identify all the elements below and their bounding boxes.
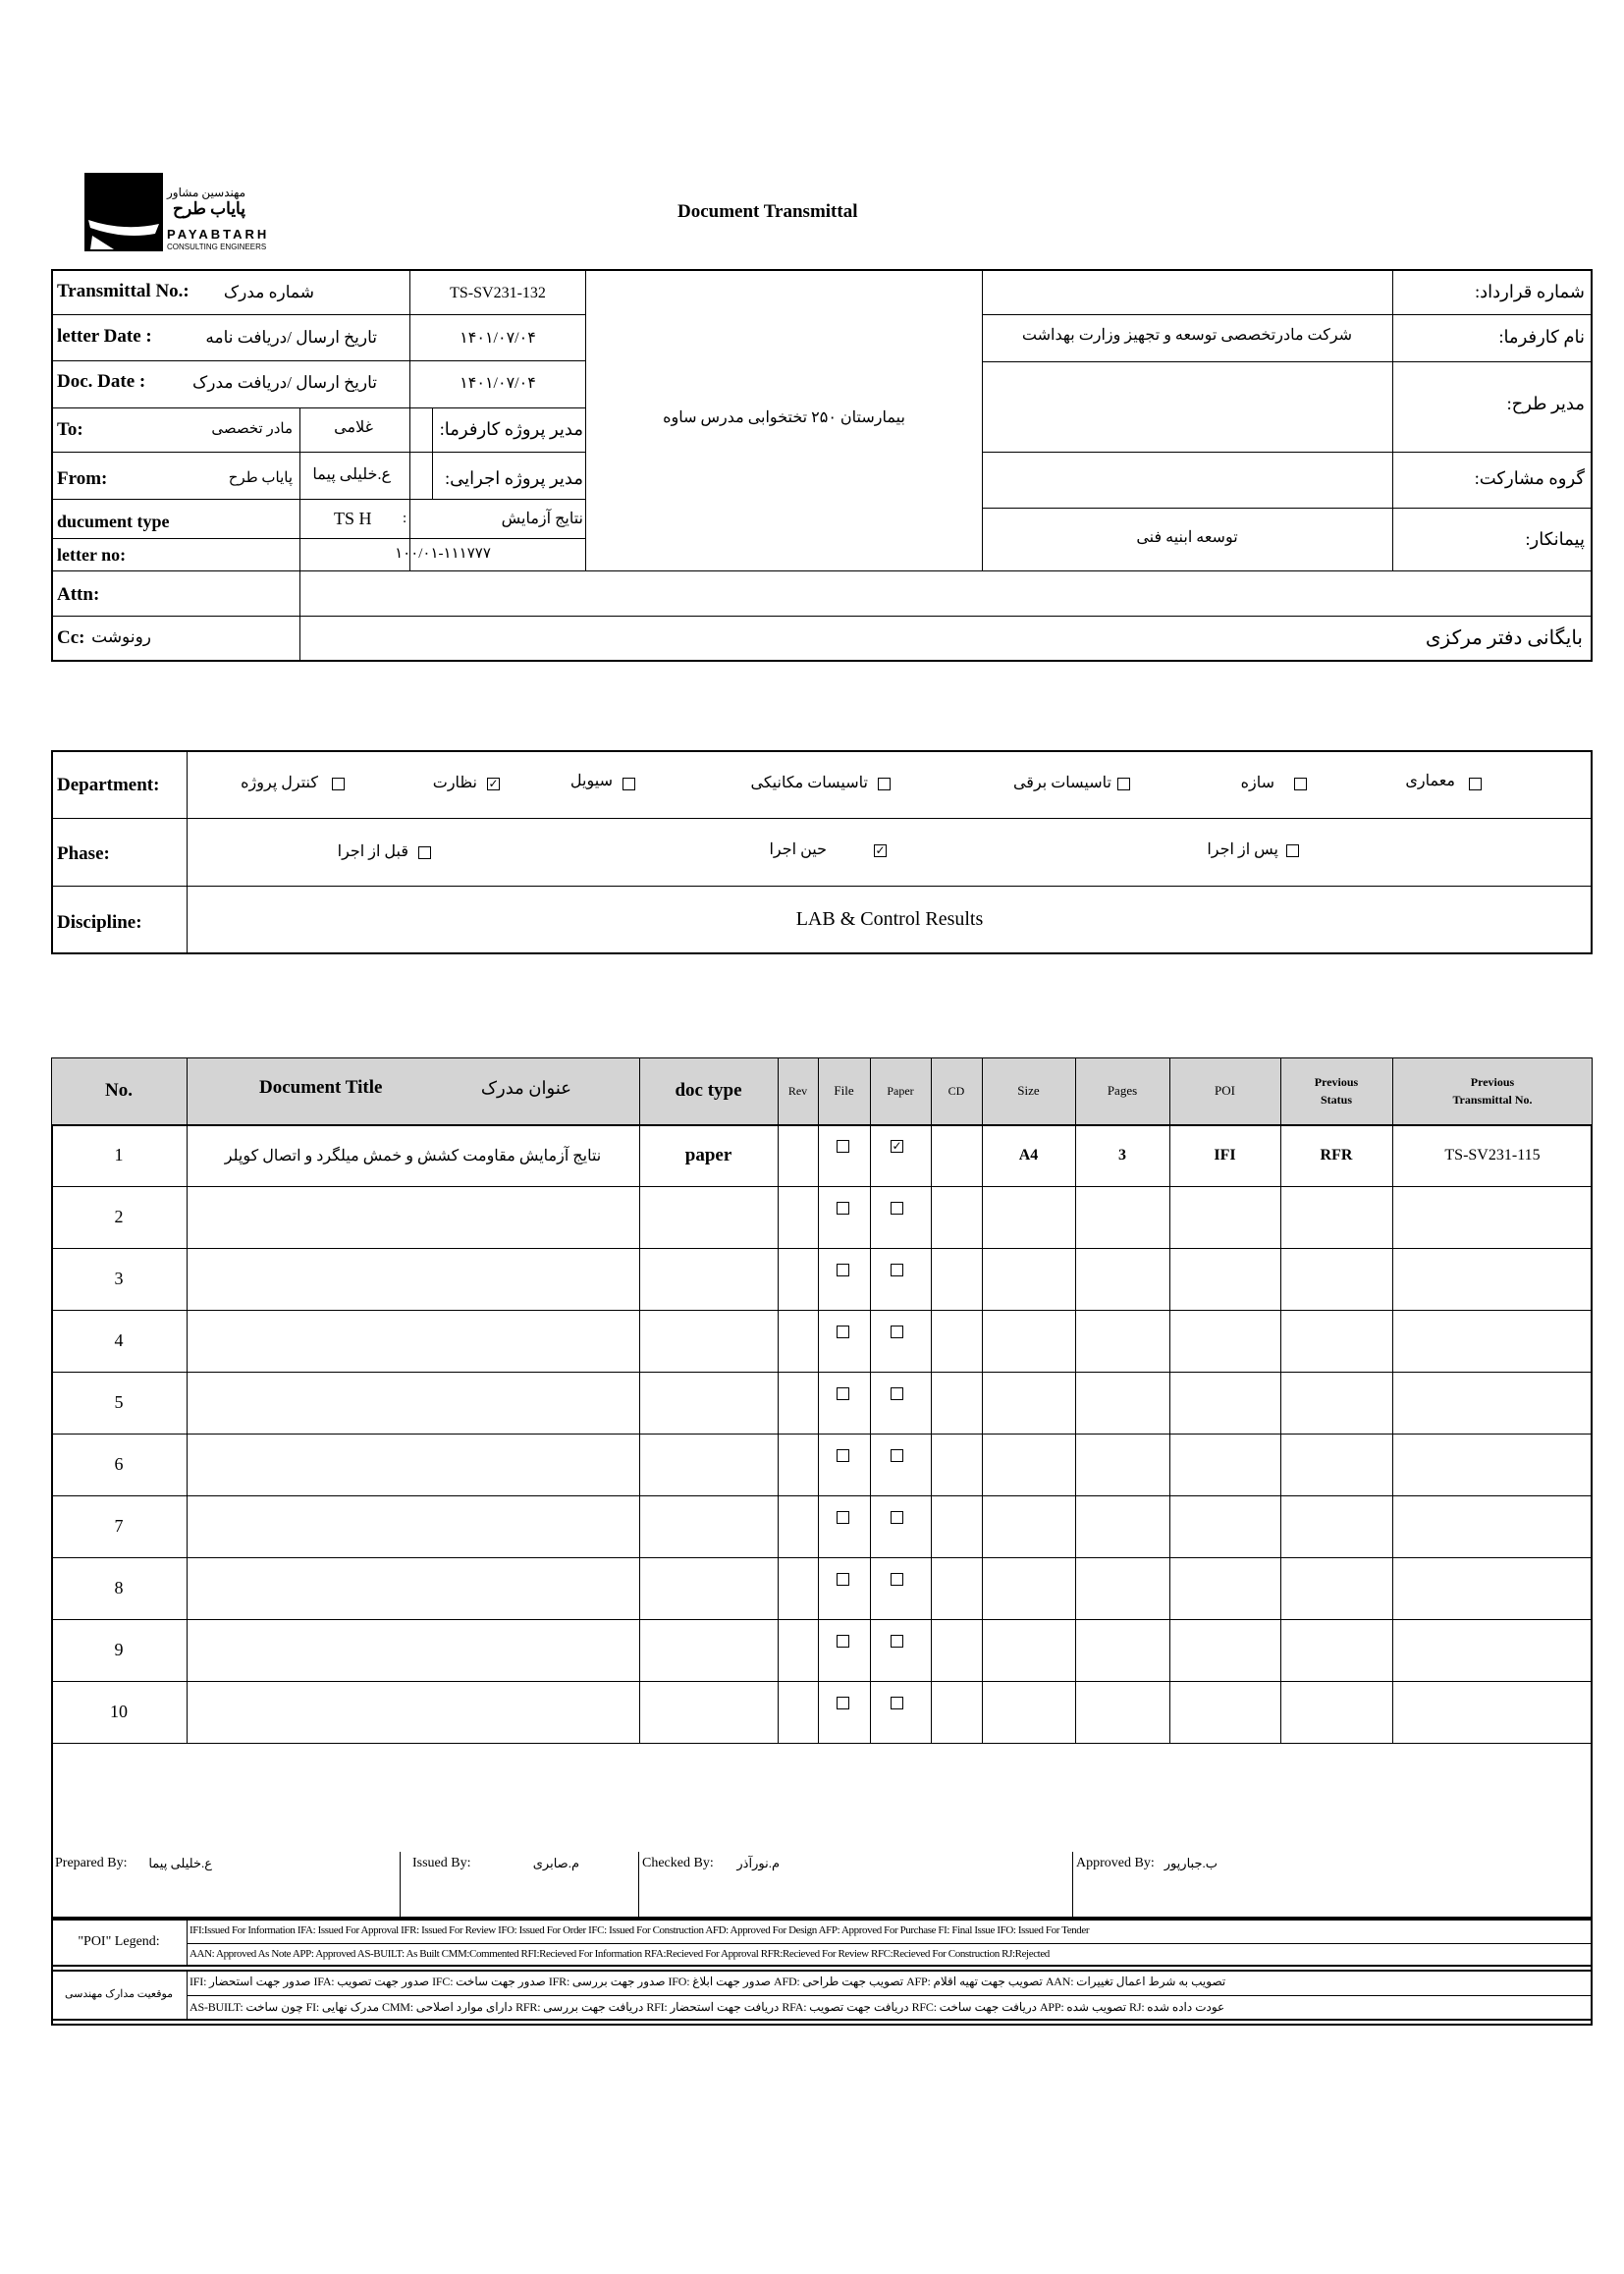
checkbox-icon[interactable] (1117, 778, 1130, 790)
cell-title (187, 1557, 639, 1619)
cc-label: Cc: (57, 627, 85, 648)
checkbox-icon[interactable] (878, 778, 891, 790)
discipline-value: LAB & Control Results (795, 908, 984, 930)
doc-date-label: Doc. Date : (57, 371, 146, 392)
cell-prev-trans (1392, 1495, 1593, 1557)
cell-size (982, 1619, 1075, 1681)
doc-type-label: ducument type (57, 512, 170, 531)
cell-no: 6 (114, 1454, 124, 1474)
cell-prev-trans (1392, 1619, 1593, 1681)
col-header-rev: Rev (787, 1083, 808, 1098)
department-label: Department: (57, 775, 160, 795)
cell-poi (1169, 1681, 1280, 1743)
col-header-prev-trans-line2: Transmittal No. (1452, 1093, 1533, 1107)
poi-legend-line1: IFI:Issued For Information IFA: Issued For Approval IFR: Issued For Review IFO: Issued For Order IFC: Issued For Construction AFD: Approved For Design AFP: Approved For Purchase FI: Final Issue IFO: Issued For Tender (189, 1924, 1090, 1936)
doc-type-colon: : (403, 511, 407, 526)
cell-cd (931, 1310, 982, 1372)
checkbox-icon[interactable] (332, 778, 345, 790)
from-person: ع.خلیلی پیما (312, 466, 391, 483)
letter-date-value: ۱۴۰۱/۰۷/۰۴ (460, 330, 536, 347)
checkbox-icon[interactable] (1286, 844, 1299, 857)
checkbox-paper-icon[interactable] (891, 1697, 903, 1709)
cell-pages (1075, 1186, 1169, 1248)
letter-date-label: letter Date : (57, 326, 152, 347)
cell-rev (778, 1186, 818, 1248)
cell-prev-trans (1392, 1434, 1593, 1495)
checkbox-icon[interactable]: ✓ (875, 843, 886, 857)
checkbox-file-icon[interactable] (837, 1202, 849, 1215)
phase-item-label: پس از اجرا (1207, 841, 1278, 858)
cell-prev-status (1280, 1248, 1392, 1310)
contract-no-label: شماره قرارداد: (1475, 282, 1585, 301)
cell-prev-trans (1392, 1310, 1593, 1372)
doc-type-code: TS H (334, 509, 372, 528)
col-header-no: No. (105, 1080, 133, 1101)
cell-pages (1075, 1681, 1169, 1743)
checkbox-file-icon[interactable] (837, 1140, 849, 1153)
cell-poi (1169, 1248, 1280, 1310)
cell-pages (1075, 1248, 1169, 1310)
cell-rev (778, 1557, 818, 1619)
table-col-divider (818, 1057, 819, 1743)
checkbox-file-icon[interactable] (837, 1573, 849, 1586)
cell-doc-type (639, 1186, 778, 1248)
checkbox-file-icon[interactable] (837, 1387, 849, 1400)
col-header-prev-status-line2: Status (1320, 1093, 1352, 1107)
issued-by-name: م.صابری (532, 1856, 579, 1870)
cell-cd (931, 1495, 982, 1557)
checkbox-paper-icon[interactable] (891, 1449, 903, 1462)
col-header-doc-type: doc type (675, 1080, 742, 1101)
from-role: مدیر پروژه اجرایی: (445, 468, 583, 488)
phase-item-label: قبل از اجرا (337, 843, 408, 860)
cell-doc-type (639, 1310, 778, 1372)
attn-label: Attn: (57, 584, 100, 605)
fa-legend-line1: IFI: صدور جهت استحضار IFA: صدور جهت تصویب IFC: صدور جهت ساخت IFR: صدور جهت بررسی IFO: صدور جهت ابلاغ AFD: تصویب جهت طراحی AFP: تصویب جهت تهیه اقلام AAN: تصویب به شرط اعمال تغییرات (189, 1975, 1226, 1988)
cell-poi (1169, 1619, 1280, 1681)
cell-doc-type (639, 1434, 778, 1495)
cell-prev-trans (1392, 1248, 1593, 1310)
department-item-label: سازه (1240, 775, 1274, 791)
cell-doc-type (639, 1495, 778, 1557)
approved-by-name: ب.جبارپور (1164, 1856, 1218, 1870)
checkbox-icon[interactable] (1469, 778, 1482, 790)
cell-no: 9 (114, 1640, 124, 1659)
checkbox-paper-icon[interactable] (891, 1387, 903, 1400)
cell-poi: IFI (1214, 1146, 1236, 1164)
cell-rev (778, 1248, 818, 1310)
contractor-label: پیمانکار: (1525, 529, 1585, 549)
cell-title (187, 1248, 639, 1310)
cell-poi (1169, 1186, 1280, 1248)
cell-title (187, 1619, 639, 1681)
letter-no-label: letter no: (57, 545, 127, 565)
checkbox-icon[interactable] (1294, 778, 1307, 790)
checkbox-paper-icon[interactable] (891, 1635, 903, 1648)
designer-label: مدیر طرح: (1506, 394, 1585, 413)
cell-prev-trans (1392, 1186, 1593, 1248)
cell-rev (778, 1310, 818, 1372)
checkbox-paper-icon[interactable]: ✓ (892, 1139, 902, 1153)
cell-size (982, 1557, 1075, 1619)
cell-rev (778, 1495, 818, 1557)
cell-poi (1169, 1372, 1280, 1434)
cell-doc-type (639, 1248, 778, 1310)
cell-size (982, 1310, 1075, 1372)
cell-poi (1169, 1310, 1280, 1372)
doc-date-label-fa: تاریخ ارسال /دریافت مدرک (192, 373, 377, 392)
cell-prev-trans: TS-SV231-115 (1444, 1146, 1541, 1164)
letter-date-label-fa: تاریخ ارسال /دریافت نامه (205, 328, 377, 347)
cell-doc-type (639, 1619, 778, 1681)
checkbox-icon[interactable] (623, 778, 635, 790)
company-name-fa-top: مهندسین مشاور (167, 186, 246, 199)
cell-size (982, 1495, 1075, 1557)
from-value: پایاب طرح (228, 470, 293, 486)
cell-title: نتایج آزمایش مقاومت کشش و خمش میلگرد و اتصال کوپلر (224, 1147, 602, 1164)
cell-rev (778, 1124, 818, 1186)
phase-item-label: حین اجرا (769, 841, 827, 858)
fa-legend-label: موقعیت مدارک مهندسی (64, 1988, 174, 2000)
cell-doc-type (639, 1557, 778, 1619)
signature-row (51, 1852, 1593, 1919)
checkbox-icon[interactable] (418, 846, 431, 859)
col-header-prev-status-line1: Previous (1314, 1075, 1359, 1089)
prepared-by-label: Prepared By: (55, 1856, 128, 1870)
cell-cd (931, 1557, 982, 1619)
cell-cd (931, 1681, 982, 1743)
col-header-title-fa: عنوان مدرک (480, 1078, 571, 1098)
company-name-fa: پایاب طرح (173, 199, 245, 218)
department-item-label: معماری (1405, 773, 1455, 789)
checkbox-file-icon[interactable] (837, 1635, 849, 1648)
to-role: مدیر پروژه کارفرما: (439, 419, 583, 439)
to-person: غلامی (334, 419, 373, 436)
col-header-poi: POI (1215, 1083, 1235, 1098)
cell-size: A4 (1018, 1146, 1039, 1164)
cell-no: 4 (114, 1330, 124, 1350)
cell-size (982, 1372, 1075, 1434)
cell-no: 7 (114, 1516, 124, 1536)
client-label: نام کارفرما: (1498, 327, 1585, 347)
cell-prev-status (1280, 1495, 1392, 1557)
department-item-label: کنترل پروژه (241, 775, 318, 791)
cell-rev (778, 1619, 818, 1681)
cell-rev (778, 1372, 818, 1434)
cell-prev-trans (1392, 1557, 1593, 1619)
discipline-label: Discipline: (57, 912, 142, 933)
doc-type-value: نتایج آزمایش (501, 511, 583, 527)
cell-title (187, 1310, 639, 1372)
logo-mark (84, 173, 163, 251)
cell-poi (1169, 1434, 1280, 1495)
checkbox-file-icon[interactable] (837, 1511, 849, 1524)
transmittal-no-value: TS-SV231-132 (450, 285, 546, 301)
project-name: بیمارستان ۲۵۰ تختخوابی مدرس ساوه (663, 409, 905, 426)
col-header-size: Size (1017, 1083, 1040, 1098)
cell-cd (931, 1434, 982, 1495)
cell-prev-status: RFR (1320, 1146, 1353, 1164)
fa-legend-line2: AS-BUILT: چون ساخت FI: مدرک نهایی CMM: دارای موارد اصلاحی RFR: دریافت جهت بررسی RFI: دریافت جهت استحضار RFA: دریافت جهت تصویب RFC: دریافت جهت ساخت APP: تصویب شده RJ: عودت داده شده (189, 2000, 1225, 2014)
phase-label: Phase: (57, 843, 110, 864)
col-header-prev-status (1280, 1073, 1392, 1109)
checkbox-file-icon[interactable] (837, 1697, 849, 1709)
cell-title (187, 1186, 639, 1248)
cell-poi (1169, 1557, 1280, 1619)
col-header-pages: Pages (1107, 1083, 1138, 1098)
cell-cd (931, 1186, 982, 1248)
checkbox-paper-icon[interactable] (891, 1264, 903, 1276)
transmittal-no-label-fa: شماره مدرک (223, 283, 314, 301)
issued-by-label: Issued By: (412, 1856, 471, 1870)
checkbox-paper-icon[interactable] (891, 1511, 903, 1524)
department-item-label: نظارت (432, 775, 477, 791)
checkbox-file-icon[interactable] (837, 1264, 849, 1276)
table-col-divider (870, 1057, 871, 1743)
checkbox-paper-icon[interactable] (891, 1202, 903, 1215)
col-header-prev-trans-line1: Previous (1470, 1075, 1515, 1089)
cell-title (187, 1372, 639, 1434)
department-item-label: سیویل (569, 773, 613, 789)
cell-prev-trans (1392, 1372, 1593, 1434)
cell-no: 8 (114, 1578, 124, 1597)
cell-prev-status (1280, 1434, 1392, 1495)
to-label: To: (57, 419, 83, 440)
cell-prev-status (1280, 1372, 1392, 1434)
checkbox-paper-icon[interactable] (891, 1326, 903, 1338)
col-header-paper: Paper (887, 1083, 914, 1098)
cell-title (187, 1495, 639, 1557)
cell-title (187, 1681, 639, 1743)
from-label: From: (57, 468, 108, 489)
cell-cd (931, 1248, 982, 1310)
cell-pages (1075, 1372, 1169, 1434)
cell-prev-status (1280, 1557, 1392, 1619)
cc-label-fa: رونوشت (91, 627, 151, 646)
cell-size (982, 1248, 1075, 1310)
company-name-en: PAYABTARH (167, 227, 270, 242)
poi-legend-line2: AAN: Approved As Note APP: Approved AS-BUILT: As Built CMM:Commented RFI:Recieved For Information RFA:Recieved For Approval RFR:Recieved For Review RFC:Recieved For Construction RJ:Rejected (189, 1948, 1050, 1960)
cell-no: 5 (114, 1392, 124, 1412)
cell-size (982, 1186, 1075, 1248)
checkbox-icon[interactable]: ✓ (488, 777, 499, 790)
cell-prev-status (1280, 1681, 1392, 1743)
cell-title (187, 1434, 639, 1495)
cell-cd (931, 1372, 982, 1434)
cell-cd (931, 1124, 982, 1186)
cell-prev-status (1280, 1619, 1392, 1681)
client-value: شرکت مادرتخصصی توسعه و تجهیز وزارت بهداشت (1021, 327, 1353, 344)
cell-pages: 3 (1118, 1146, 1126, 1164)
poi-legend-label: "POI" Legend: (78, 1934, 160, 1949)
cell-prev-trans (1392, 1681, 1593, 1743)
cell-rev (778, 1434, 818, 1495)
approved-by-label: Approved By: (1076, 1856, 1155, 1870)
col-header-cd: CD (947, 1083, 965, 1098)
cell-no: 1 (114, 1145, 124, 1164)
page-title: Document Transmittal (677, 201, 858, 222)
col-header-file: File (834, 1083, 854, 1098)
cell-pages (1075, 1619, 1169, 1681)
cell-cd (931, 1619, 982, 1681)
partner-label: گروه مشارکت: (1474, 468, 1585, 488)
checked-by-name: م.نورآذر (736, 1856, 780, 1870)
cell-prev-status (1280, 1310, 1392, 1372)
checkbox-file-icon[interactable] (837, 1326, 849, 1338)
cell-no: 2 (114, 1207, 124, 1226)
to-value: مادر تخصصی (211, 421, 293, 437)
cell-doc-type (639, 1372, 778, 1434)
col-header-prev-transmittal (1392, 1073, 1593, 1109)
checked-by-label: Checked By: (642, 1856, 714, 1870)
cell-pages (1075, 1557, 1169, 1619)
cell-no: 10 (110, 1702, 128, 1721)
cell-pages (1075, 1495, 1169, 1557)
department-item-label: تاسیسات مکانیکی (750, 775, 868, 791)
cell-size (982, 1434, 1075, 1495)
cell-poi (1169, 1495, 1280, 1557)
checkbox-paper-icon[interactable] (891, 1573, 903, 1586)
doc-date-value: ۱۴۰۱/۰۷/۰۴ (460, 375, 536, 392)
company-subtitle: CONSULTING ENGINEERS (167, 243, 267, 251)
cell-pages (1075, 1310, 1169, 1372)
cell-rev (778, 1681, 818, 1743)
letter-no-value: ۱۰۰/۰۱-۱۱۱۷۷۷ (395, 546, 491, 562)
cell-doc-type: paper (684, 1144, 732, 1165)
transmittal-no-label: Transmittal No.: (57, 281, 189, 301)
checkbox-file-icon[interactable] (837, 1449, 849, 1462)
contractor-value: توسعه ابنیه فنی (1136, 529, 1238, 546)
table-row-divider (51, 1743, 1593, 1744)
cc-value: بایگانی دفتر مرکزی (1425, 627, 1583, 649)
cell-pages (1075, 1434, 1169, 1495)
cell-no: 3 (114, 1269, 124, 1288)
cell-doc-type (639, 1681, 778, 1743)
cell-prev-status (1280, 1186, 1392, 1248)
cell-size (982, 1681, 1075, 1743)
prepared-by-name: ع.خلیلی پیما (148, 1856, 212, 1870)
col-header-title-en: Document Title (259, 1077, 383, 1098)
department-item-label: تاسیسات برقی (1012, 775, 1111, 791)
